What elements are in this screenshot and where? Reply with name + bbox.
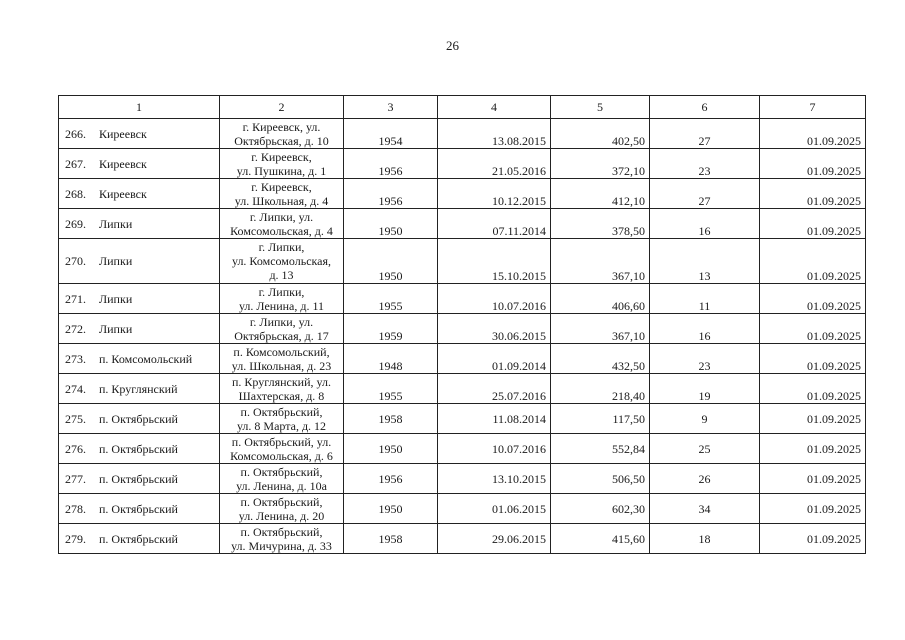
settlement-name: п. Октябрьский — [99, 441, 178, 456]
address-line: ул. Ленина, д. 11 — [238, 298, 325, 313]
year-built-cell: 1955 — [344, 374, 438, 404]
row-number: 274. — [65, 381, 86, 396]
year-built-cell: 1958 — [344, 524, 438, 554]
deadline-cell: 01.09.2025 — [760, 374, 866, 404]
date-cell: 10.07.2016 — [438, 434, 551, 464]
settlement-cell — [59, 209, 220, 239]
deadline-cell: 01.09.2025 — [760, 314, 866, 344]
column-header-6: 6 — [650, 96, 760, 119]
address-line: Шахтерская, д. 8 — [238, 388, 325, 403]
address-cell — [220, 179, 344, 209]
date-cell: 11.08.2014 — [438, 404, 551, 434]
row-number: 277. — [65, 471, 86, 486]
row-number: 275. — [65, 411, 86, 426]
area-cell: 552,84 — [551, 434, 650, 464]
address-line: ул. Ленина, д. 20 — [238, 508, 325, 523]
row-number: 270. — [65, 254, 86, 268]
column-header-1: 1 — [59, 96, 220, 119]
address-line: ул. Ленина, д. 10а — [236, 478, 327, 493]
row-number: 273. — [65, 351, 86, 366]
address-line: г. Липки, ул. — [249, 314, 314, 329]
address-cell — [220, 374, 344, 404]
address-line: Комсомольская, д. 4 — [230, 223, 333, 238]
address-line: п. Октябрьский, — [240, 524, 323, 539]
row-number: 278. — [65, 501, 86, 516]
address-line: ул. Мичурина, д. 33 — [231, 538, 332, 553]
deadline-cell: 01.09.2025 — [760, 179, 866, 209]
deadline-cell: 01.09.2025 — [760, 239, 866, 284]
year-built-cell: 1950 — [344, 239, 438, 284]
date-cell: 25.07.2016 — [438, 374, 551, 404]
year-built-cell: 1956 — [344, 464, 438, 494]
row-number: 269. — [65, 216, 86, 231]
row-number: 276. — [65, 441, 86, 456]
area-cell: 432,50 — [551, 344, 650, 374]
settlement-cell — [59, 434, 220, 464]
deadline-cell: 01.09.2025 — [760, 284, 866, 314]
count-cell: 16 — [650, 209, 760, 239]
date-cell: 01.06.2015 — [438, 494, 551, 524]
count-cell: 23 — [650, 149, 760, 179]
settlement-cell — [59, 404, 220, 434]
address-line: г. Киреевск, — [251, 179, 312, 194]
table-row — [59, 179, 866, 209]
settlement-cell — [59, 119, 220, 149]
date-cell: 15.10.2015 — [438, 239, 551, 284]
address-line: г. Киреевск, — [251, 149, 312, 164]
date-cell: 01.09.2014 — [438, 344, 551, 374]
table-row — [59, 209, 866, 239]
settlement-name: п. Октябрьский — [99, 531, 178, 546]
year-built-cell: 1956 — [344, 179, 438, 209]
deadline-cell: 01.09.2025 — [760, 149, 866, 179]
date-cell: 21.05.2016 — [438, 149, 551, 179]
year-built-cell: 1955 — [344, 284, 438, 314]
area-cell: 602,30 — [551, 494, 650, 524]
address-cell — [220, 344, 344, 374]
address-line: г. Липки, — [258, 240, 305, 254]
settlement-cell — [59, 374, 220, 404]
address-line: Комсомольская, д. 6 — [230, 448, 333, 463]
address-line: г. Липки, — [258, 284, 305, 299]
settlement-cell — [59, 464, 220, 494]
area-cell: 218,40 — [551, 374, 650, 404]
area-cell: 378,50 — [551, 209, 650, 239]
address-cell — [220, 314, 344, 344]
count-cell: 16 — [650, 314, 760, 344]
address-cell — [220, 119, 344, 149]
area-cell: 372,10 — [551, 149, 650, 179]
address-cell — [220, 284, 344, 314]
deadline-cell: 01.09.2025 — [760, 524, 866, 554]
address-line: ул. Комсомольская, — [231, 254, 332, 268]
year-built-cell: 1956 — [344, 149, 438, 179]
year-built-cell: 1948 — [344, 344, 438, 374]
count-cell: 19 — [650, 374, 760, 404]
settlement-cell — [59, 524, 220, 554]
count-cell: 26 — [650, 464, 760, 494]
table-row — [59, 374, 866, 404]
header-row — [59, 96, 866, 119]
date-cell: 10.12.2015 — [438, 179, 551, 209]
settlement-cell — [59, 239, 220, 284]
table-row — [59, 344, 866, 374]
address-line: ул. Пушкина, д. 1 — [236, 163, 327, 178]
count-cell: 11 — [650, 284, 760, 314]
settlement-cell — [59, 284, 220, 314]
deadline-cell: 01.09.2025 — [760, 434, 866, 464]
address-line: ул. 8 Марта, д. 12 — [236, 418, 327, 433]
table-row — [59, 149, 866, 179]
count-cell: 34 — [650, 494, 760, 524]
deadline-cell: 01.09.2025 — [760, 344, 866, 374]
column-header-4: 4 — [438, 96, 551, 119]
year-built-cell: 1954 — [344, 119, 438, 149]
deadline-cell: 01.09.2025 — [760, 209, 866, 239]
settlement-name: п. Круглянский — [99, 381, 178, 396]
year-built-cell: 1958 — [344, 404, 438, 434]
table-row — [59, 494, 866, 524]
address-cell — [220, 404, 344, 434]
area-cell: 406,60 — [551, 284, 650, 314]
date-cell: 29.06.2015 — [438, 524, 551, 554]
settlement-cell — [59, 494, 220, 524]
count-cell: 27 — [650, 179, 760, 209]
housing-registry-table — [58, 95, 866, 554]
date-cell: 13.10.2015 — [438, 464, 551, 494]
address-cell — [220, 494, 344, 524]
settlement-name: Липки — [99, 291, 133, 306]
address-cell — [220, 239, 344, 284]
address-line: д. 13 — [269, 268, 294, 282]
address-line: ул. Школьная, д. 4 — [234, 193, 329, 208]
count-cell: 25 — [650, 434, 760, 464]
deadline-cell: 01.09.2025 — [760, 464, 866, 494]
settlement-name: п. Комсомольский — [99, 351, 193, 366]
settlement-cell — [59, 179, 220, 209]
deadline-cell: 01.09.2025 — [760, 494, 866, 524]
settlement-name: Киреевск — [99, 126, 147, 141]
area-cell: 367,10 — [551, 239, 650, 284]
table-row — [59, 404, 866, 434]
row-number: 266. — [65, 126, 86, 141]
year-built-cell: 1950 — [344, 434, 438, 464]
date-cell: 13.08.2015 — [438, 119, 551, 149]
date-cell: 07.11.2014 — [438, 209, 551, 239]
page-number: 26 — [446, 38, 459, 53]
row-number: 268. — [65, 186, 86, 201]
area-cell: 412,10 — [551, 179, 650, 209]
year-built-cell: 1959 — [344, 314, 438, 344]
address-line: п. Октябрьский, ул. — [231, 434, 332, 449]
year-built-cell: 1950 — [344, 494, 438, 524]
address-cell — [220, 524, 344, 554]
settlement-name: Липки — [99, 321, 133, 336]
date-cell: 10.07.2016 — [438, 284, 551, 314]
deadline-cell: 01.09.2025 — [760, 404, 866, 434]
row-number: 271. — [65, 291, 86, 306]
table-row — [59, 284, 866, 314]
address-cell — [220, 149, 344, 179]
settlement-name: п. Октябрьский — [99, 471, 178, 486]
table-row — [59, 434, 866, 464]
address-cell — [220, 209, 344, 239]
area-cell: 506,50 — [551, 464, 650, 494]
deadline-cell: 01.09.2025 — [760, 119, 866, 149]
address-line: г. Липки, ул. — [249, 209, 314, 224]
column-header-3: 3 — [344, 96, 438, 119]
year-built-cell: 1950 — [344, 209, 438, 239]
settlement-name: Киреевск — [99, 186, 147, 201]
settlement-name: п. Октябрьский — [99, 501, 178, 516]
count-cell: 23 — [650, 344, 760, 374]
area-cell: 415,60 — [551, 524, 650, 554]
address-line: п. Октябрьский, — [240, 464, 323, 479]
address-line: ул. Школьная, д. 23 — [231, 358, 332, 373]
column-header-5: 5 — [551, 96, 650, 119]
address-line: Октябрьская, д. 17 — [234, 328, 329, 343]
count-cell: 18 — [650, 524, 760, 554]
date-cell: 30.06.2015 — [438, 314, 551, 344]
address-line: г. Киреевск, ул. — [242, 119, 321, 134]
table-body — [59, 119, 866, 554]
row-number: 279. — [65, 531, 86, 546]
area-cell: 402,50 — [551, 119, 650, 149]
address-line: п. Октябрьский, — [240, 494, 323, 509]
address-line: п. Круглянский, ул. — [232, 374, 331, 389]
address-line: п. Комсомольский, — [233, 344, 330, 359]
settlement-name: п. Октябрьский — [99, 411, 178, 426]
settlement-name: Киреевск — [99, 156, 147, 171]
address-line: п. Октябрьский, — [240, 404, 323, 419]
address-cell — [220, 464, 344, 494]
table-row — [59, 239, 866, 284]
settlement-name: Липки — [99, 254, 133, 268]
column-header-7: 7 — [760, 96, 866, 119]
table-row — [59, 464, 866, 494]
settlement-cell — [59, 314, 220, 344]
row-number: 267. — [65, 156, 86, 171]
column-header-2: 2 — [220, 96, 344, 119]
area-cell: 367,10 — [551, 314, 650, 344]
count-cell: 13 — [650, 239, 760, 284]
settlement-name: Липки — [99, 216, 133, 231]
count-cell: 9 — [650, 404, 760, 434]
address-line: Октябрьская, д. 10 — [234, 133, 329, 148]
row-number: 272. — [65, 321, 86, 336]
settlement-cell — [59, 149, 220, 179]
area-cell: 117,50 — [551, 404, 650, 434]
table-row — [59, 524, 866, 554]
settlement-cell — [59, 344, 220, 374]
table-row — [59, 119, 866, 149]
table-row — [59, 314, 866, 344]
count-cell: 27 — [650, 119, 760, 149]
address-cell — [220, 434, 344, 464]
